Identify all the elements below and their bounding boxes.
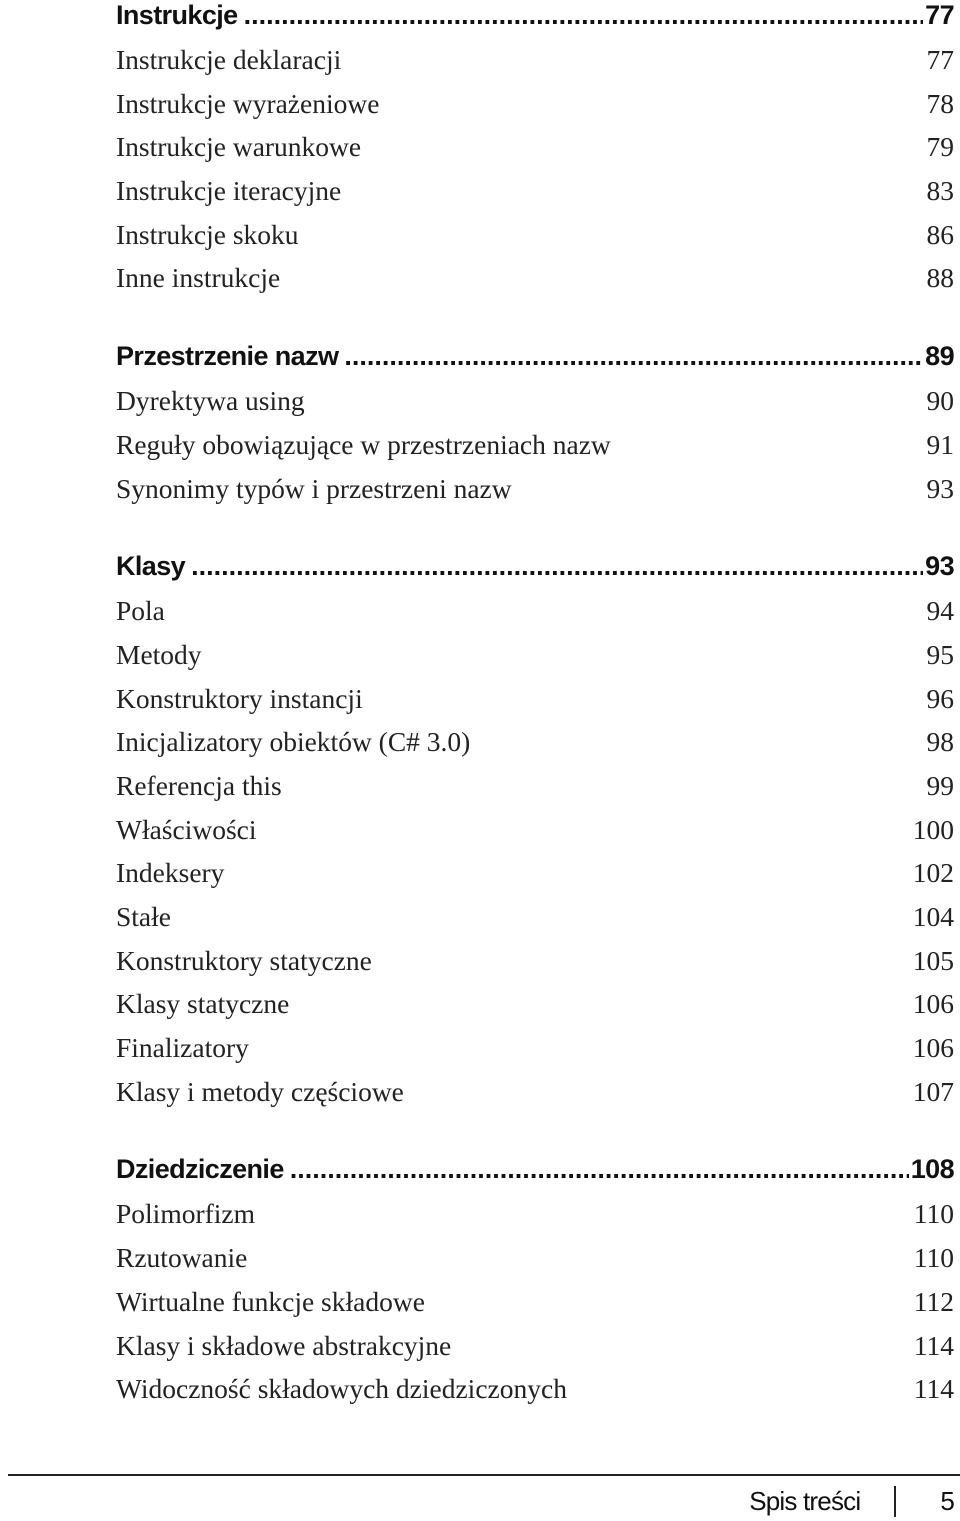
entry-page-number: 86 [926,218,954,250]
section-title: Instrukcje [116,0,238,30]
toc-entry[interactable] [116,1330,954,1374]
table-of-contents [116,0,954,1452]
entry-label: Pola [116,595,165,627]
toc-entry[interactable] [116,1076,954,1120]
section-page-number: 93 [925,551,954,582]
toc-entry[interactable] [116,88,954,132]
entry-page-number: 114 [913,1329,954,1361]
toc-entry[interactable] [116,429,954,473]
entry-label: Widoczność składowych dziedziczonych [116,1373,567,1405]
entry-page-number: 90 [926,385,954,417]
toc-entry[interactable] [116,1242,954,1286]
toc-entry[interactable] [116,901,954,945]
section-page-number: 77 [925,0,954,30]
entry-label: Właściwości [116,813,257,845]
entry-page-number: 107 [912,1075,954,1107]
toc-section [116,0,954,306]
toc-entry[interactable] [116,44,954,88]
toc-entry[interactable] [116,770,954,814]
entry-label: Inicjalizatory obiektów (C# 3.0) [116,726,471,758]
entry-label: Klasy statyczne [116,988,290,1020]
entry-page-number: 110 [913,1198,954,1230]
toc-entry[interactable] [116,814,954,858]
entry-page-number: 96 [926,682,954,714]
toc-entry[interactable] [116,473,954,517]
toc-entry[interactable] [116,945,954,989]
entry-page-number: 112 [913,1285,954,1317]
entry-label: Instrukcje deklaracji [116,44,342,75]
footer-rule [8,1474,960,1476]
entry-page-number: 79 [926,131,954,163]
entry-page-number: 94 [926,595,954,627]
entry-page-number: 95 [926,638,954,670]
page-footer [749,1483,954,1519]
dot-leader [244,0,924,31]
section-title: Dziedziczenie [116,1154,284,1185]
section-page-number: 89 [925,341,954,372]
entry-page-number: 106 [912,988,954,1020]
section-heading[interactable] [116,551,954,595]
entry-page-number: 77 [926,44,954,75]
entry-label: Instrukcje wyrażeniowe [116,87,380,119]
entry-label: Inne instrukcje [116,262,281,294]
entry-label: Instrukcje iteracyjne [116,175,342,207]
entry-label: Klasy i metody częściowe [116,1075,404,1107]
entry-label: Instrukcje skoku [116,218,299,250]
entry-label: Stałe [116,901,171,932]
footer-page-number: 5 [940,1485,954,1516]
entry-page-number: 98 [926,726,954,758]
entry-label: Wirtualne funkcje składowe [116,1285,425,1317]
entry-label: Finalizatory [116,1032,249,1064]
entry-label: Indeksery [116,857,225,889]
toc-section [116,551,954,1119]
toc-entry[interactable] [116,131,954,175]
entry-label: Referencja this [116,769,282,801]
toc-section [116,341,954,516]
section-heading[interactable] [116,341,954,385]
entry-label: Instrukcje warunkowe [116,131,362,163]
toc-entry[interactable] [116,262,954,306]
entry-label: Polimorfizm [116,1198,256,1230]
entry-page-number: 104 [912,901,954,932]
entry-label: Metody [116,638,202,670]
section-heading[interactable] [116,0,954,44]
entry-label: Synonimy typów i przestrzeni nazw [116,472,512,504]
toc-entry[interactable] [116,988,954,1032]
entry-page-number: 93 [926,472,954,504]
dot-leader [344,341,923,372]
section-title: Klasy [116,551,186,582]
entry-label: Konstruktory statyczne [116,944,372,976]
toc-entry[interactable] [116,1373,954,1417]
toc-entry[interactable] [116,595,954,639]
dot-leader [290,1154,909,1185]
section-title: Przestrzenie nazw [116,341,339,372]
entry-label: Dyrektywa using [116,385,305,417]
toc-entry[interactable] [116,219,954,263]
toc-entry[interactable] [116,683,954,727]
entry-label: Klasy i składowe abstrakcyjne [116,1329,452,1361]
toc-entry[interactable] [116,175,954,219]
entry-page-number: 114 [913,1373,954,1405]
entry-label: Konstruktory instancji [116,682,363,714]
entry-label: Rzutowanie [116,1242,248,1274]
entry-page-number: 91 [926,428,954,460]
toc-entry[interactable] [116,1032,954,1076]
section-heading[interactable] [116,1154,954,1198]
toc-section [116,1154,954,1416]
section-page-number: 108 [910,1154,954,1185]
toc-entry[interactable] [116,1198,954,1242]
entry-label: Reguły obowiązujące w przestrzeniach nazw [116,428,611,460]
dot-leader [191,551,923,582]
entry-page-number: 100 [912,813,954,845]
entry-page-number: 88 [926,262,954,294]
toc-entry[interactable] [116,385,954,429]
entry-page-number: 99 [926,769,954,801]
toc-entry[interactable] [116,857,954,901]
entry-page-number: 106 [912,1032,954,1064]
toc-entry[interactable] [116,726,954,770]
entry-page-number: 110 [913,1242,954,1274]
entry-page-number: 78 [926,87,954,119]
entry-page-number: 102 [912,857,954,889]
footer-separator [894,1486,896,1517]
toc-entry[interactable] [116,1286,954,1330]
entry-page-number: 105 [912,944,954,976]
toc-entry[interactable] [116,639,954,683]
entry-page-number: 83 [926,175,954,207]
footer-label: Spis treści [749,1485,861,1516]
